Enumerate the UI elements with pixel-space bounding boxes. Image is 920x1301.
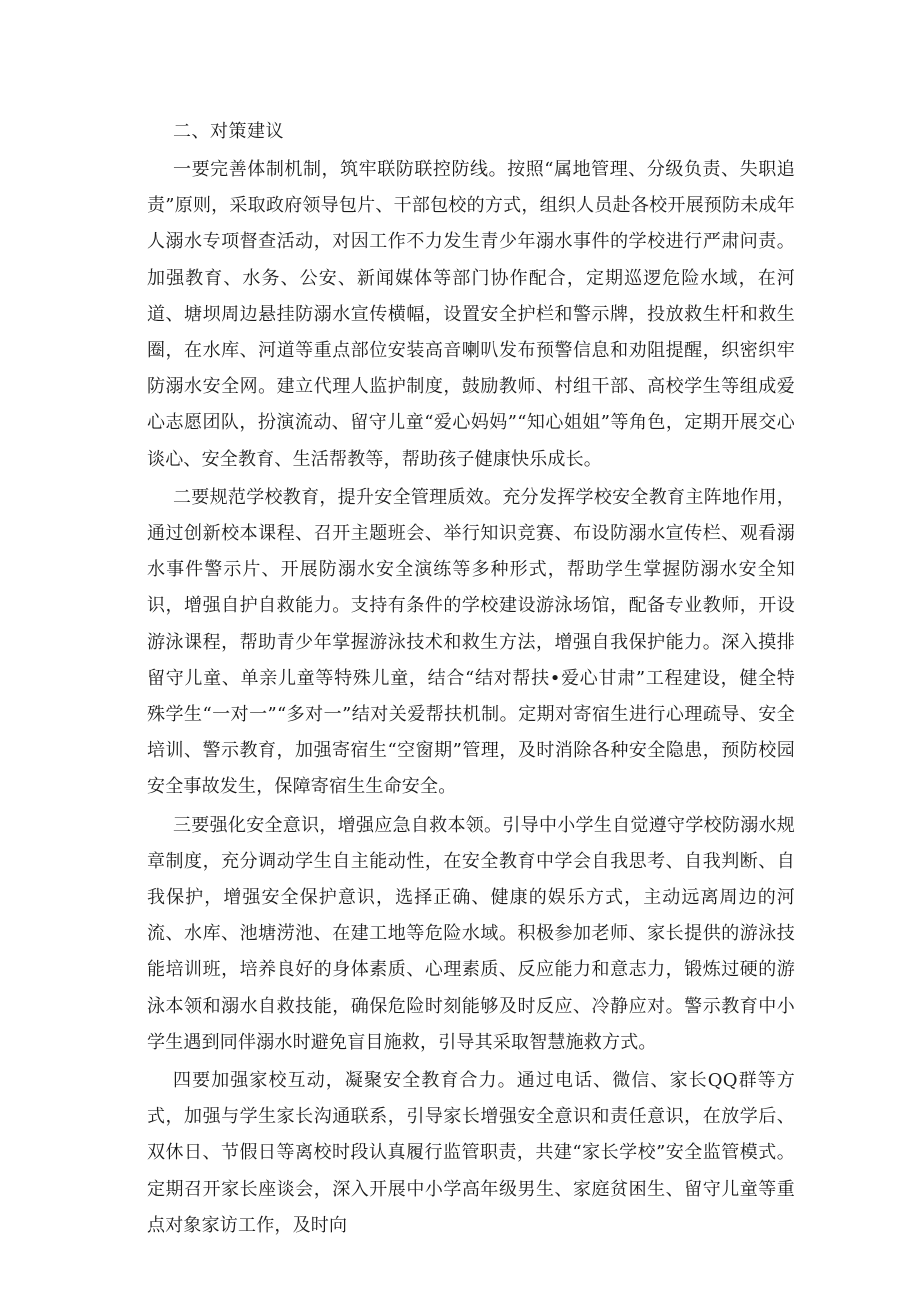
section-heading: 二、对策建议 xyxy=(173,121,284,142)
paragraph-1: 一要完善体制机制，筑牢联防联控防线。按照“属地管理、分级负责、失职追责”原则，采取政府领导包片、干部包校的方式，组织人员赴各校开展预防未成年人溺水专项督查活动，对因工作不力发生青少年溺水事件的学校进行严肃问责。加强教育、水务、公安、新闻媒体等部门协作配合，定期巡逻危险水域，在河道、塘坝周边悬挂防溺水宣传横幅，设置安全护栏和警示牌，投放救生杆和救生圈，在水库、河道等重点部位安装高音喇叭发布预警信息和劝阻提醒，织密织牢防溺水安全网。建立代理人监护制度，鼓励教师、村组干部、高校学生等组成爱心志愿团队，扮演流动、留守儿童“爱心妈妈”“知心姐姐”等角色，定期开展交心谈心、安全教育、生活帮教等，帮助孩子健康快乐成长。 xyxy=(147,159,795,470)
paragraph-2: 二要规范学校教育，提升安全管理质效。充分发挥学校安全教育主阵地作用，通过创新校本课程、召开主题班会、举行知识竞赛、布设防溺水宣传栏、观看溺水事件警示片、开展防溺水安全演练等多种形式，帮助学生掌握防溺水安全知识，增强自护自救能力。支持有条件的学校建设游泳场馆，配备专业教师，开设游泳课程，帮助青少年掌握游泳技术和救生方法，增强自我保护能力。深入摸排留守儿童、单亲儿童等特殊儿童，结合“结对帮扶•爱心甘肃”工程建设，健全特殊学生“一对一”“多对一”结对关爱帮扶机制。定期对寄宿生进行心理疏导、安全培训、警示教育，加强寄宿生“空窗期”管理，及时消除各种安全隐患，预防校园安全事故发生，保障寄宿生生命安全。 xyxy=(147,486,795,798)
document-body xyxy=(147,114,795,1244)
paragraph-4: 四要加强家校互动，凝聚安全教育合力。通过电话、微信、家长QQ群等方式，加强与学生家长沟通联系，引导家长增强安全意识和责任意识，在放学后、双休日、节假日等离校时段认真履行监管职责，共建“家长学校”安全监管模式。定期召开家长座谈会，深入开展中小学高年级男生、家庭贫困生、留守儿童等重点对象家访工作，及时向 xyxy=(147,1070,795,1236)
paragraph-3: 三要强化安全意识，增强应急自救本领。引导中小学生自觉遵守学校防溺水规章制度，充分调动学生自主能动性，在安全教育中学会自我思考、自我判断、自我保护，增强安全保护意识，选择正确、健康的娱乐方式，主动远离周边的河流、水库、池塘涝池、在建工地等危险水域。积极参加老师、家长提供的游泳技能培训班，培养良好的身体素质、心理素质、反应能力和意志力，锻炼过硬的游泳本领和溺水自救技能，确保危险时刻能够及时反应、冷静应对。警示教育中小学生遇到同伴溺水时避免盲目施救，引导其采取智慧施救方式。 xyxy=(147,814,795,1053)
